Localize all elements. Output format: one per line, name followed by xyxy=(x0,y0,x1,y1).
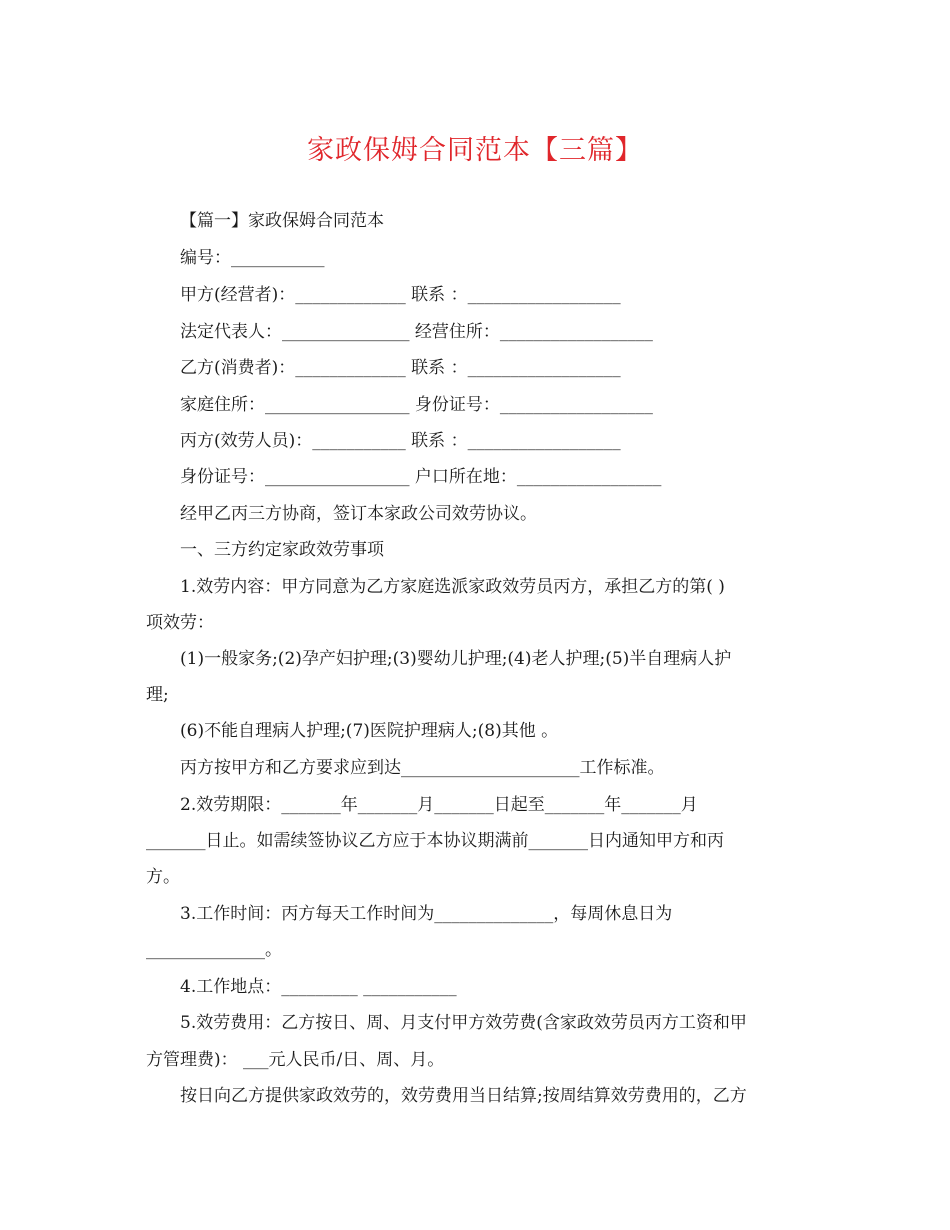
service-period-line: 2.效劳期限：_______年_______月_______日起至_______年_______月 xyxy=(180,795,698,815)
home-address-line: 家庭住所：_________________ 身份证号：__________________ xyxy=(180,395,653,415)
service-list-line-2: (6)不能自理病人护理;(7)医院护理病人;(8)其他 。 xyxy=(180,721,559,741)
settlement-line: 按日向乙方提供家政效劳的，效劳费用当日结算;按周结算效劳费用的，乙方 xyxy=(180,1086,747,1106)
legal-rep-line: 法定代表人：_______________ 经营住所：__________________ xyxy=(180,322,653,342)
work-time-line: 3.工作时间：丙方每天工作时间为______________，每周休息日为 xyxy=(180,904,673,924)
work-standard-line: 丙方按甲方和乙方要求应到达_____________________工作标准。 xyxy=(180,758,665,778)
agreement-intro: 经甲乙丙三方协商，签订本家政公司效劳协议。 xyxy=(180,504,537,524)
service-fee-line: 5.效劳费用：乙方按日、周、月支付甲方效劳费(含家政效劳员丙方工资和甲 xyxy=(180,1013,747,1033)
work-time-cont: ______________。 xyxy=(146,940,282,960)
service-content-cont: 项效劳： xyxy=(146,613,214,633)
work-location-line: 4.工作地点：_________ ___________ xyxy=(180,977,457,997)
section-heading: 【篇一】家政保姆合同范本 xyxy=(180,211,384,231)
service-content-line: 1.效劳内容：甲方同意为乙方家庭选派家政效劳员丙方，承担乙方的第( ) xyxy=(180,577,725,597)
document-title: 家政保姆合同范本【三篇】 xyxy=(307,135,643,166)
service-list-line: (1)一般家务;(2)孕产妇护理;(3)婴幼儿护理;(4)老人护理;(5)半自理病人护 xyxy=(180,649,732,669)
service-fee-cont: 方管理费)： ___元人民币/日、周、月。 xyxy=(146,1050,445,1070)
service-list-cont: 理; xyxy=(146,685,169,705)
party-b-line: 乙方(消费者)：_____________ 联系 ：__________________ xyxy=(180,358,621,378)
party-c-line: 丙方(效劳人员)：___________ 联系 ：__________________ xyxy=(180,431,621,451)
service-period-cont-2: 方。 xyxy=(146,867,180,887)
service-period-cont: _______日止。如需续签协议乙方应于本协议期满前_______日内通知甲方和丙 xyxy=(146,831,724,851)
contract-number-line: 编号：___________ xyxy=(180,248,325,268)
id-residence-line: 身份证号：_________________ 户口所在地：_________________ xyxy=(180,467,662,487)
party-a-line: 甲方(经营者)：_____________ 联系 ：__________________ xyxy=(180,285,621,305)
clause-heading: 一、三方约定家政效劳事项 xyxy=(180,540,384,560)
